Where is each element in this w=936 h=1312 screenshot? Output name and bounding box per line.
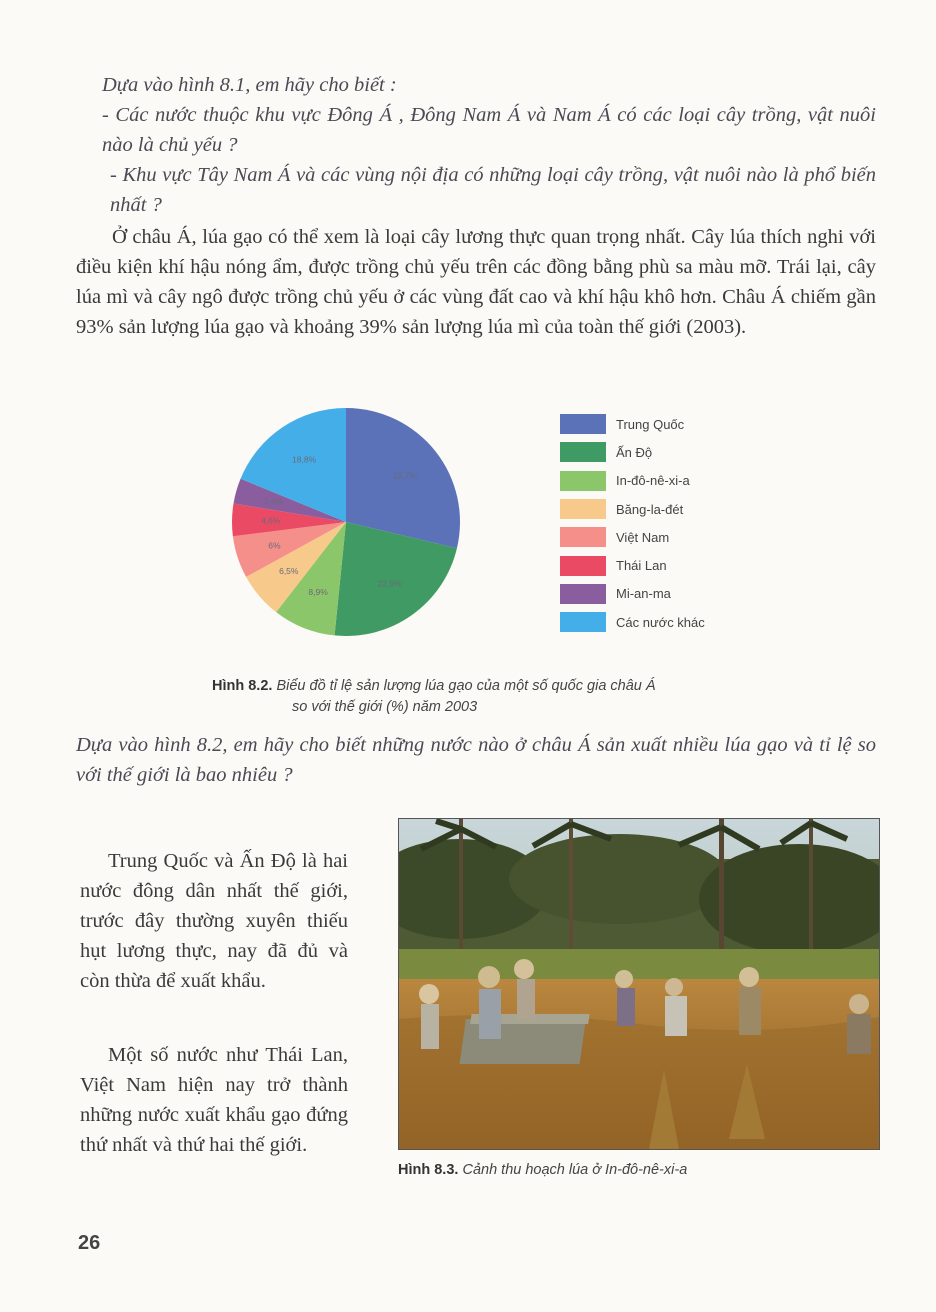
pie-slice-label-1: 28,7% <box>392 470 418 481</box>
question-block-1 <box>76 70 876 220</box>
legend-label: Các nước khác <box>616 614 705 630</box>
legend-label: Trung Quốc <box>616 416 685 432</box>
rice-harvest-illustration <box>399 819 879 1149</box>
legend-item <box>560 467 780 495</box>
legend-label: Băng-la-đét <box>616 501 684 517</box>
paragraph-exporters: Một số nước như Thái Lan, Việt Nam hiện nay trở thành những nước xuất khẩu gạo đứng thứ nhất và thứ hai thế giới. <box>80 1044 348 1156</box>
pie-chart-legend <box>560 410 780 636</box>
legend-label: Mi-an-ma <box>616 586 671 602</box>
legend-swatch <box>560 499 606 519</box>
page-number: 26 <box>78 1232 101 1254</box>
legend-swatch <box>560 414 606 434</box>
legend-item <box>560 495 780 523</box>
paragraph-rice-importance: Ở châu Á, lúa gạo có thể xem là loại cây lương thực quan trọng nhất. Cây lúa thích nghi với điều kiện khí hậu nóng ẩm, được trồng chủ yếu trên các đồng bằng phù sa màu mỡ. Trái lại, cây lúa mì và cây ngô được trồng chủ yếu ở các vùng đất cao và khí hậu khô hơn. Châu Á chiếm gần 93% sản lượng lúa gạo và khoảng 39% sản lượng lúa mì của toàn thế giới (2003). <box>76 226 876 338</box>
pie-slice-label-2: 22,9% <box>377 578 402 589</box>
legend-item <box>560 608 780 636</box>
pie-slice-label-7: 3,6% <box>263 496 284 507</box>
legend-label: Việt Nam <box>616 529 670 545</box>
legend-swatch <box>560 584 606 604</box>
question-1-intro: Dựa vào hình 8.1, em hãy cho biết : <box>102 74 397 96</box>
question-2: Dựa vào hình 8.2, em hãy cho biết những nước nào ở châu Á sản xuất nhiều lúa gạo và tỉ lệ so với thế giới là bao nhiêu ? <box>76 734 876 786</box>
question-1-item-2: - Khu vực Tây Nam Á và các vùng nội địa có những loại cây trồng, vật nuôi nào là phổ biến nhất ? <box>110 164 876 216</box>
figure-8-3-caption-text: Cảnh thu hoạch lúa ở In-đô-nê-xi-a <box>462 1162 688 1178</box>
legend-item <box>560 410 780 438</box>
legend-item <box>560 438 780 466</box>
legend-item <box>560 551 780 579</box>
legend-swatch <box>560 612 606 632</box>
legend-swatch <box>560 471 606 491</box>
legend-label: In-đô-nê-xi-a <box>616 473 690 489</box>
figure-8-3-caption <box>398 1162 878 1178</box>
rice-production-pie-chart <box>226 404 482 644</box>
rice-harvest-photo <box>398 818 880 1150</box>
figure-8-2-caption <box>212 676 812 718</box>
legend-swatch <box>560 556 606 576</box>
pie-slice-label-6: 4,6% <box>261 515 281 526</box>
figure-8-2-caption-line-1: Biểu đồ tỉ lệ sản lượng lúa gạo của một số quốc gia châu Á <box>276 678 656 694</box>
legend-label: Ấn Độ <box>616 444 653 460</box>
legend-swatch <box>560 527 606 547</box>
figure-8-2-label: Hình 8.2. <box>212 678 273 694</box>
legend-label: Thái Lan <box>616 558 667 574</box>
figure-8-3-label: Hình 8.3. <box>398 1162 459 1178</box>
pie-slice-label-8: 18,8% <box>292 454 317 465</box>
figure-8-2-caption-line-2: so với thế giới (%) năm 2003 <box>292 699 478 715</box>
legend-item <box>560 580 780 608</box>
pie-slice-label-4: 6,5% <box>279 565 299 576</box>
pie-slice-label-5: 6% <box>268 540 281 551</box>
legend-swatch <box>560 442 606 462</box>
legend-item <box>560 523 780 551</box>
paragraph-china-india: Trung Quốc và Ấn Độ là hai nước đông dân nhất thế giới, trước đây thường xuyên thiếu hụt lương thực, nay đã đủ và còn thừa để xuất khẩu. <box>80 850 348 992</box>
question-1-item-1: - Các nước thuộc khu vực Đông Á , Đông Nam Á và Nam Á có các loại cây trồng, vật nuôi nào là chủ yếu ? <box>102 104 876 156</box>
pie-slice-label-3: 8,9% <box>308 586 328 597</box>
